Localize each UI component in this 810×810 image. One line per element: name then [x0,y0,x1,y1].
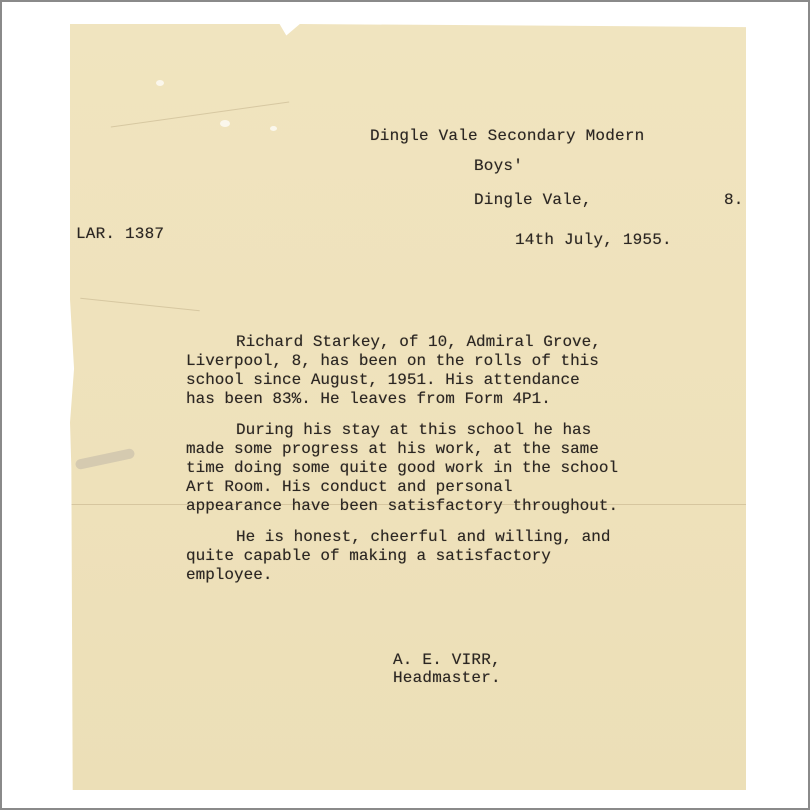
paper-crease [80,298,199,312]
paragraph-1: Richard Starkey, of 10, Admiral Grove, Liverpool, 8, has been on the rolls of this school since August, 1951. His attendance has been 83%. He leaves from Form 4P1. [186,333,601,408]
postal-district: 8. [724,191,744,209]
reference-number: LAR. 1387 [76,225,165,243]
paper-tear-mark [220,120,230,127]
signatory-title: Headmaster. [393,669,501,687]
school-address: Dingle Vale, [474,191,592,209]
paragraph-3: He is honest, cheerful and willing, and quite capable of making a satisfactory employee. [186,528,611,584]
signatory-name: A. E. VIRR, [393,651,501,669]
paper-crease [111,101,289,127]
paper-tear-mark [156,80,164,86]
paper-tear-mark [270,126,277,131]
paragraph-2: During his stay at this school he has made some progress at his work, at the same time doing some quite good work in the school Art Room. His conduct and personal appearance have been satisfactory throughout. [186,421,619,515]
school-name: Dingle Vale Secondary Modern [370,127,645,145]
letter-date: 14th July, 1955. [515,231,672,249]
school-department: Boys' [474,157,524,175]
